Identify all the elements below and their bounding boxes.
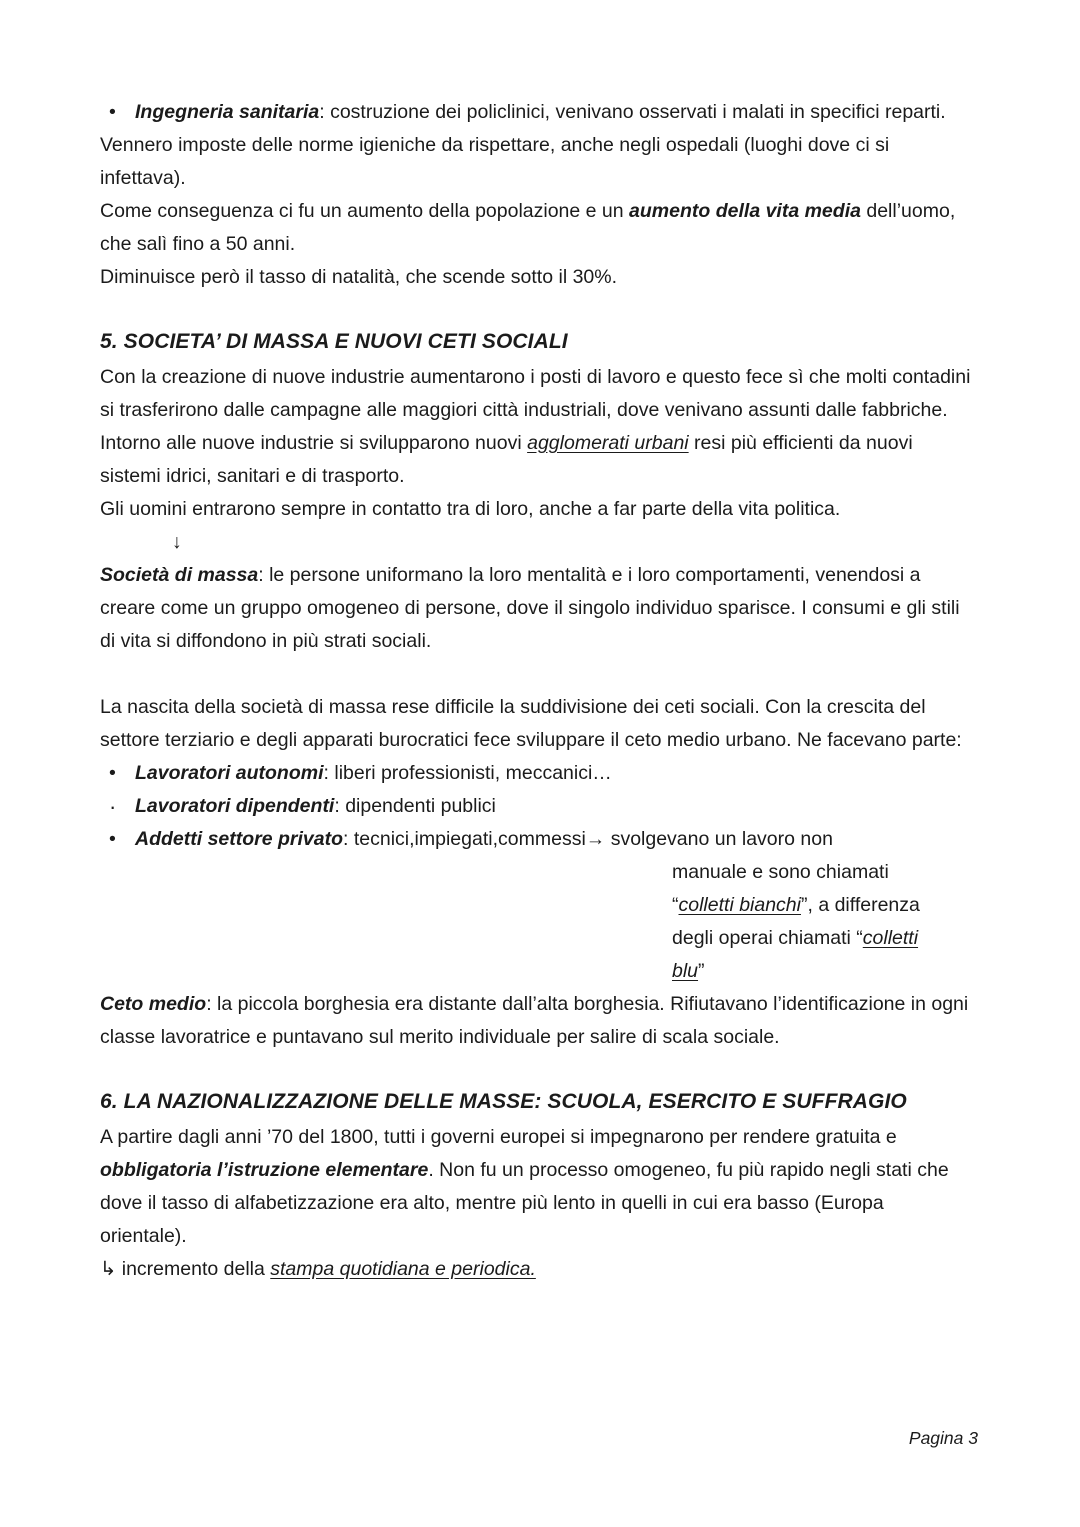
list-item-text [135,96,974,129]
list-item-addetti-settore-privato [100,823,974,856]
body-text: : la piccola borghesia era distante dall’alta borghesia. Rifiutavano l’identificazione in ogni classe lavoratrice e puntavano sul merito individuale per salire di scala sociale. [100,993,969,1048]
term-lavoratori-autonomi: Lavoratori autonomi [135,762,324,784]
small-bullet-icon: · [109,794,117,819]
paragraph-conseguenza [100,195,974,261]
body-text: A partire dagli anni ’70 del 1800, tutti i governi europei si impegnarono per rendere gratuita e [100,1126,897,1148]
continuation-line [672,922,974,955]
term-lavoratori-dipendenti: Lavoratori dipendenti [135,795,335,817]
paragraph-ceto-medio [100,988,974,1054]
body-text: dell’uomo, che salì fino a 50 anni. [100,200,956,255]
term-colletti-bianchi: colletti bianchi [678,894,801,916]
term-societa-di-massa: Società di massa [100,564,259,586]
bullet-icon: • [109,101,116,123]
paragraph-incremento-stampa [100,1253,974,1286]
body-text: resi più efficienti da nuovi sistemi idrici, sanitari e di trasporto. [100,432,913,487]
page-number: Pagina 3 [908,1428,978,1448]
paragraph-creazione-industrie [100,361,974,493]
list-item-text [135,790,974,823]
term-istruzione-elementare: obbligatoria l’istruzione elementare [100,1159,429,1181]
paragraph-istruzione [100,1121,974,1253]
body-text: : tecnici,impiegati,commessi→ svolgevano un lavoro non [343,828,833,850]
list-item-lavoratori-dipendenti [100,790,974,823]
term-addetti-settore-privato: Addetti settore privato [135,828,344,850]
bullet-icon: • [109,828,116,850]
continuation-line [672,955,974,988]
list-item-lavoratori-autonomi [100,757,974,790]
list-item-text [135,757,974,790]
list-item-ingegneria-sanitaria [100,96,974,129]
body-text: : le persone uniformano la loro mentalità e i loro comportamenti, venendosi a creare come un gruppo omogeneo di persone, dove il singolo individuo sparisce. I consumi e gli stili di vita si diffondono in più strati sociali. [100,564,960,652]
bullet-icon: • [109,762,116,784]
body-text: “ [672,894,679,916]
body-text: ” [698,960,705,982]
continuation-line [672,889,974,922]
term-agglomerati-urbani: agglomerati urbani [527,432,689,454]
term-ingegneria-sanitaria: Ingegneria sanitaria [135,101,320,123]
term-colletti: colletti [862,927,919,949]
body-text: : liberi professionisti, meccanici… [323,762,612,784]
paragraph-societa-di-massa [100,559,974,658]
paragraph-uomini-contatto: Gli uomini entrarono sempre in contatto tra di loro, anche a far parte della vita politica. [100,498,841,520]
body-text: : dipendenti publici [334,795,496,817]
body-text: Come conseguenza ci fu un aumento della popolazione e un [100,200,630,222]
paragraph-natalita: Diminuisce però il tasso di natalità, che scende sotto il 30%. [100,266,618,288]
term-aumento-vita-media: aumento della vita media [629,200,861,222]
body-text: : costruzione dei policlinici, venivano osservati i malati in specifici reparti. [319,101,946,123]
term-stampa-quotidiana: stampa quotidiana e periodica. [270,1258,536,1280]
body-text: Con la creazione di nuove industrie aumentarono i posti di lavoro e questo fece sì che molti contadini si trasferirono dalle campagne alle maggiori città industriali, dove venivano assunti dalle fabbriche. Intorno alle nuove industrie si svilupparono nuovi [100,366,971,454]
return-arrow-icon: ↳ incremento della [100,1258,271,1280]
paragraph-norme-igieniche: Vennero imposte delle norme igieniche da rispettare, anche negli ospedali (luoghi dove ci si infettava). [100,134,890,189]
section-heading-6: 6. LA NAZIONALIZZAZIONE DELLE MASSE: SCUOLA, ESERCITO E SUFFRAGIO [100,1090,907,1113]
term-blu: blu [672,960,699,982]
continuation-block [100,856,974,988]
down-arrow-icon: ↓ [172,531,182,553]
body-text: . Non fu un processo omogeneo, fu più rapido negli stati che dove il tasso di alfabetizzazione era alto, mentre più lento in quelli in cui era basso (Europa orientale). [100,1159,949,1247]
body-text: ”, a differenza [800,894,920,916]
paragraph-nascita-societa: La nascita della società di massa rese difficile la suddivisione dei ceti sociali. Con la crescita del settore terziario e degli apparati burocratici fece sviluppare il ceto medio urbano. Ne facevano parte: [100,696,962,751]
section-heading-5: 5. SOCIETA’ DI MASSA E NUOVI CETI SOCIALI [100,330,568,353]
term-ceto-medio: Ceto medio [100,993,207,1015]
body-text: degli operai chiamati “ [672,927,863,949]
list-item-text [135,823,974,856]
continuation-line: manuale e sono chiamati [672,861,889,883]
